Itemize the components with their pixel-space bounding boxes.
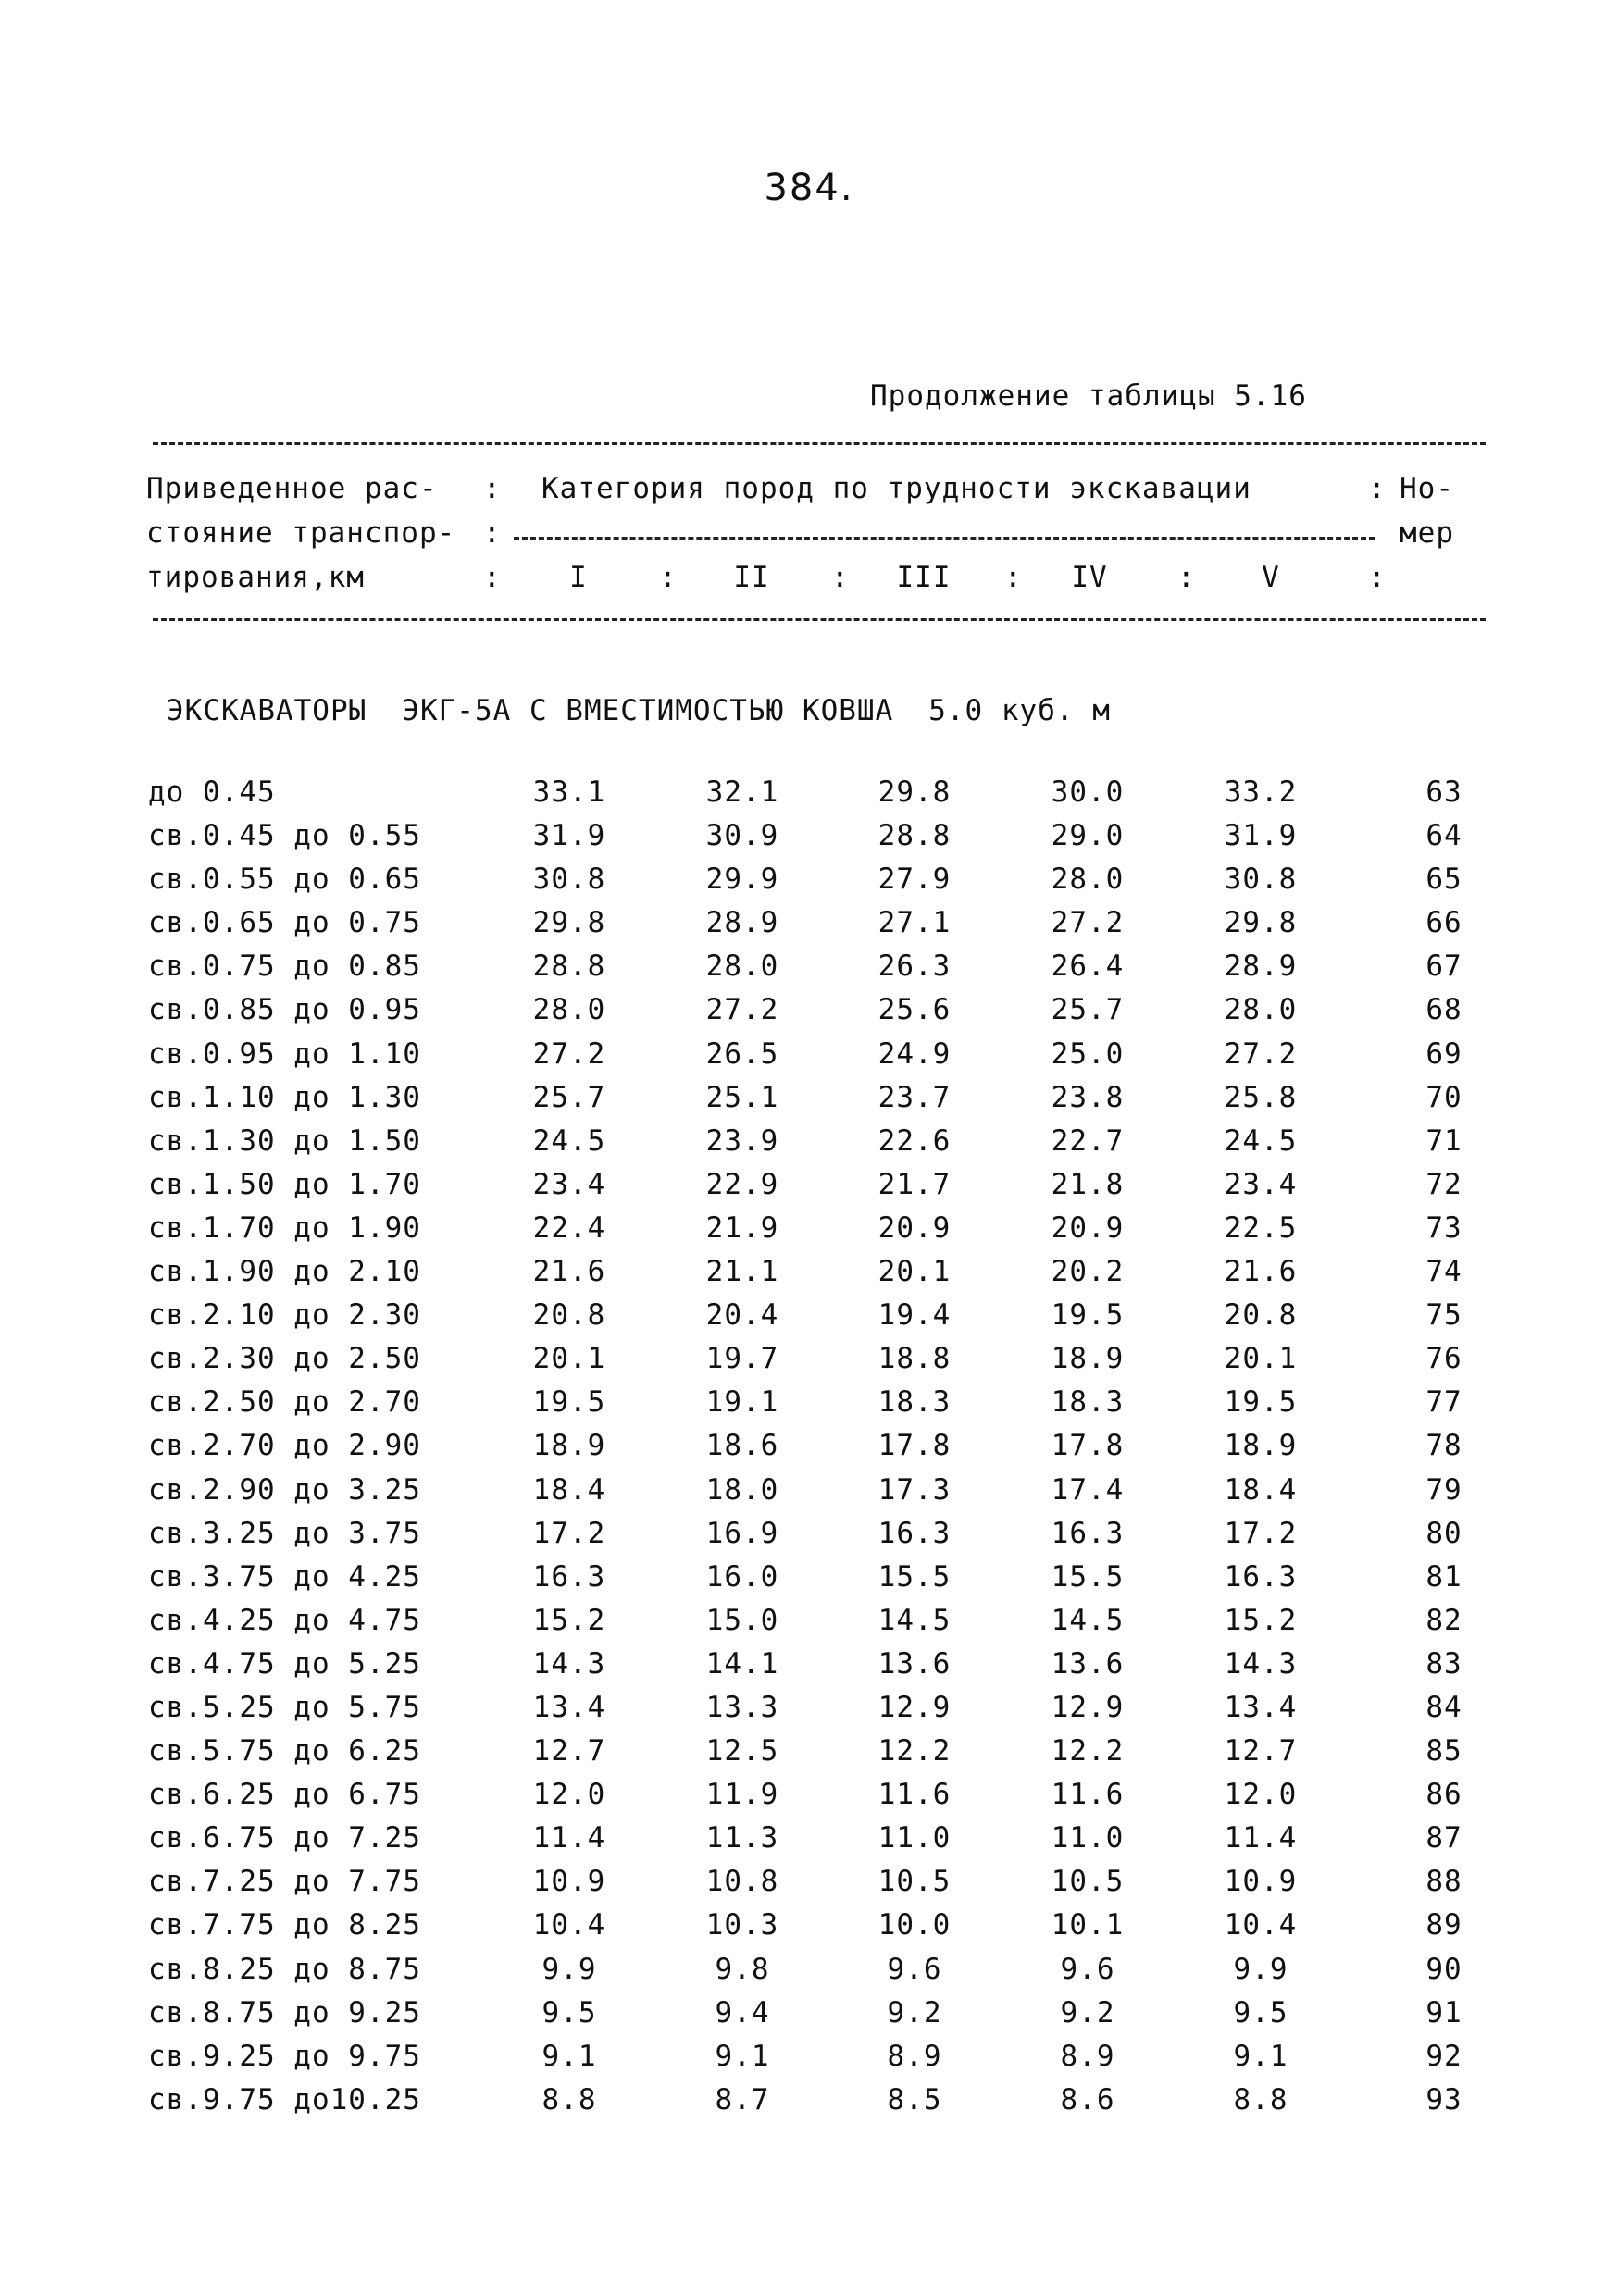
value-cell-category-5: 33.2	[1224, 776, 1298, 809]
table-row	[0, 1865, 1618, 1908]
table-row	[0, 1081, 1618, 1124]
value-cell-category-3: 14.5	[877, 1603, 952, 1637]
value-cell-category-4: 17.8	[1051, 1429, 1125, 1463]
value-cell-category-2: 26.5	[705, 1036, 779, 1071]
value-cell-category-4: 8.9	[1060, 2039, 1115, 2073]
category-IV-header: IV	[1071, 561, 1108, 594]
value-cell-category-5: 28.9	[1224, 949, 1298, 984]
value-cell-category-2: 21.1	[705, 1255, 779, 1289]
value-cell-category-5: 17.2	[1224, 1516, 1298, 1550]
table-row	[0, 949, 1618, 993]
distance-cell: св.8.75 до 9.25	[148, 1995, 421, 2029]
distance-cell: св.6.75 до 7.25	[148, 1821, 421, 1855]
value-cell-category-4: 28.0	[1051, 863, 1125, 897]
distance-cell: св.7.25 до 7.75	[148, 1865, 421, 1899]
table-caption: Продолжение таблицы 5.16	[870, 379, 1307, 413]
value-cell-category-4: 16.3	[1051, 1516, 1125, 1550]
distance-cell: св.5.75 до 6.25	[148, 1734, 421, 1769]
value-cell-category-5: 13.4	[1224, 1690, 1298, 1724]
distance-cell: св.4.25 до 4.75	[148, 1603, 421, 1637]
value-cell-category-5: 18.9	[1224, 1429, 1298, 1463]
row-number-cell: 64	[1425, 819, 1462, 853]
value-cell-category-4: 26.4	[1051, 949, 1125, 984]
value-cell-category-1: 23.4	[532, 1167, 606, 1201]
value-cell-category-5: 11.4	[1224, 1821, 1298, 1855]
distance-cell: св.2.50 до 2.70	[148, 1385, 421, 1420]
value-cell-category-3: 29.8	[877, 776, 952, 809]
value-cell-category-3: 21.7	[877, 1167, 952, 1201]
row-number-cell: 89	[1425, 1908, 1462, 1942]
row-number-cell: 82	[1425, 1603, 1462, 1637]
section-machine: ЭКСКАВАТОРЫ	[167, 694, 367, 727]
distance-cell: св.0.65 до 0.75	[148, 906, 421, 940]
value-cell-category-3: 10.0	[877, 1908, 952, 1942]
table-row	[0, 2083, 1618, 2127]
value-cell-category-3: 27.1	[877, 906, 952, 940]
value-cell-category-3: 28.8	[877, 819, 952, 853]
table-row	[0, 1168, 1618, 1211]
value-cell-category-5: 27.2	[1224, 1036, 1298, 1071]
value-cell-category-1: 28.8	[532, 949, 606, 984]
value-cell-category-5: 10.9	[1224, 1865, 1298, 1899]
value-cell-category-4: 8.6	[1060, 2082, 1115, 2116]
value-cell-category-3: 22.6	[877, 1123, 952, 1158]
value-cell-category-5: 22.5	[1224, 1210, 1298, 1245]
value-cell-category-2: 19.7	[705, 1342, 779, 1376]
distance-cell: св.9.75 до10.25	[148, 2082, 421, 2116]
value-cell-category-5: 25.8	[1224, 1080, 1298, 1114]
header-separator: :	[483, 561, 502, 594]
value-cell-category-2: 28.9	[705, 906, 779, 940]
value-cell-category-2: 16.9	[705, 1516, 779, 1550]
row-number-cell: 66	[1425, 906, 1462, 940]
distance-cell: св.0.85 до 0.95	[148, 993, 421, 1027]
value-cell-category-2: 18.6	[705, 1429, 779, 1463]
header-separator: :	[483, 516, 502, 550]
value-cell-category-4: 20.2	[1051, 1255, 1125, 1289]
row-number-cell: 74	[1425, 1255, 1462, 1289]
value-cell-category-5: 30.8	[1224, 863, 1298, 897]
value-cell-category-3: 18.8	[877, 1342, 952, 1376]
table-row	[0, 1778, 1618, 1821]
value-cell-category-3: 20.9	[877, 1210, 952, 1245]
value-cell-category-5: 10.4	[1224, 1908, 1298, 1942]
header-separator: :	[1004, 561, 1023, 594]
value-cell-category-1: 13.4	[532, 1690, 606, 1724]
value-cell-category-2: 27.2	[705, 993, 779, 1027]
table-row	[0, 906, 1618, 949]
header-separator: :	[483, 472, 502, 505]
value-cell-category-2: 12.5	[705, 1734, 779, 1769]
value-cell-category-4: 13.6	[1051, 1646, 1125, 1681]
value-cell-category-4: 25.0	[1051, 1036, 1125, 1071]
value-cell-category-5: 29.8	[1224, 906, 1298, 940]
value-cell-category-2: 29.9	[705, 863, 779, 897]
value-cell-category-1: 8.8	[541, 2082, 597, 2116]
category-I-header: I	[569, 561, 588, 594]
value-cell-category-3: 23.7	[877, 1080, 952, 1114]
value-cell-category-3: 11.0	[877, 1821, 952, 1855]
table-row	[0, 1517, 1618, 1560]
value-cell-category-2: 22.9	[705, 1167, 779, 1201]
section-title	[167, 694, 1146, 727]
row-number-cell: 86	[1425, 1778, 1462, 1812]
value-cell-category-5: 19.5	[1224, 1385, 1298, 1420]
value-cell-category-2: 18.0	[705, 1472, 779, 1507]
page-number: 384.	[764, 167, 854, 209]
table-row	[0, 819, 1618, 863]
value-cell-category-5: 14.3	[1224, 1646, 1298, 1681]
row-number-cell: 71	[1425, 1123, 1462, 1158]
value-cell-category-2: 16.0	[705, 1559, 779, 1594]
table-row	[0, 1691, 1618, 1734]
value-cell-category-3: 20.1	[877, 1255, 952, 1289]
distance-cell: св.1.10 до 1.30	[148, 1080, 421, 1114]
value-cell-category-1: 31.9	[532, 819, 606, 853]
category-II-header: II	[733, 561, 770, 594]
value-cell-category-1: 24.5	[532, 1123, 606, 1158]
value-cell-category-3: 19.4	[877, 1298, 952, 1333]
category-header: Категория пород по трудности экскавации	[541, 472, 1251, 505]
table-row	[0, 1908, 1618, 1952]
distance-cell: св.7.75 до 8.25	[148, 1908, 421, 1942]
value-cell-category-2: 15.0	[705, 1603, 779, 1637]
distance-cell: св.0.75 до 0.85	[148, 949, 421, 984]
table-row	[0, 1473, 1618, 1517]
row-number-cell: 83	[1425, 1646, 1462, 1681]
value-cell-category-2: 19.1	[705, 1385, 779, 1420]
value-cell-category-2: 14.1	[705, 1646, 779, 1681]
table-row	[0, 1429, 1618, 1472]
value-cell-category-3: 17.3	[877, 1472, 952, 1507]
value-cell-category-3: 9.6	[887, 1952, 942, 1986]
row-number-cell: 85	[1425, 1734, 1462, 1769]
value-cell-category-1: 15.2	[532, 1603, 606, 1637]
distance-cell: св.1.90 до 2.10	[148, 1255, 421, 1289]
value-cell-category-5: 28.0	[1224, 993, 1298, 1027]
value-cell-category-1: 28.0	[532, 993, 606, 1027]
distance-cell: св.2.30 до 2.50	[148, 1342, 421, 1376]
distance-cell: св.2.10 до 2.30	[148, 1298, 421, 1333]
value-cell-category-1: 9.1	[541, 2039, 597, 2073]
distance-header-line-3: тирования,км	[146, 561, 365, 594]
value-cell-category-4: 18.3	[1051, 1385, 1125, 1420]
value-cell-category-2: 11.3	[705, 1821, 779, 1855]
table-row	[0, 1647, 1618, 1691]
value-cell-category-1: 11.4	[532, 1821, 606, 1855]
value-cell-category-4: 21.8	[1051, 1167, 1125, 1201]
distance-cell: св.2.90 до 3.25	[148, 1472, 421, 1507]
value-cell-category-5: 31.9	[1224, 819, 1298, 853]
value-cell-category-1: 20.8	[532, 1298, 606, 1333]
table-row	[0, 993, 1618, 1036]
value-cell-category-3: 17.8	[877, 1429, 952, 1463]
row-number-cell: 88	[1425, 1865, 1462, 1899]
table-row	[0, 776, 1618, 819]
value-cell-category-3: 8.9	[887, 2039, 942, 2073]
row-number-cell: 81	[1425, 1559, 1462, 1594]
value-cell-category-1: 12.0	[532, 1778, 606, 1812]
value-cell-category-4: 29.0	[1051, 819, 1125, 853]
value-cell-category-2: 30.9	[705, 819, 779, 853]
value-cell-category-2: 9.4	[715, 1995, 770, 2029]
row-number-cell: 63	[1425, 776, 1462, 809]
table-row	[0, 1298, 1618, 1342]
table-row	[0, 1385, 1618, 1429]
table-row	[0, 1953, 1618, 1996]
value-cell-category-1: 33.1	[532, 776, 606, 809]
value-cell-category-5: 24.5	[1224, 1123, 1298, 1158]
table-row	[0, 1255, 1618, 1298]
row-number-cell: 69	[1425, 1036, 1462, 1071]
header-separator: :	[1368, 561, 1387, 594]
value-cell-category-1: 19.5	[532, 1385, 606, 1420]
value-cell-category-2: 9.8	[715, 1952, 770, 1986]
table-row	[0, 1821, 1618, 1865]
value-cell-category-1: 30.8	[532, 863, 606, 897]
value-cell-category-1: 18.4	[532, 1472, 606, 1507]
value-cell-category-4: 12.9	[1051, 1690, 1125, 1724]
value-cell-category-5: 9.5	[1233, 1995, 1288, 2029]
distance-header-line-1: Приведенное рас-	[146, 472, 438, 505]
value-cell-category-3: 26.3	[877, 949, 952, 984]
distance-header-line-2: стояние транспор-	[146, 516, 456, 550]
category-III-header: III	[896, 561, 952, 594]
value-cell-category-3: 16.3	[877, 1516, 952, 1550]
value-cell-category-5: 21.6	[1224, 1255, 1298, 1289]
value-cell-category-4: 11.6	[1051, 1778, 1125, 1812]
value-cell-category-3: 11.6	[877, 1778, 952, 1812]
value-cell-category-2: 20.4	[705, 1298, 779, 1333]
value-cell-category-2: 10.8	[705, 1865, 779, 1899]
table-row	[0, 1124, 1618, 1168]
value-cell-category-3: 27.9	[877, 863, 952, 897]
value-cell-category-2: 13.3	[705, 1690, 779, 1724]
row-number-cell: 67	[1425, 949, 1462, 984]
row-number-cell: 84	[1425, 1690, 1462, 1724]
header-bottom-dashed-rule	[153, 618, 1486, 621]
value-cell-category-5: 9.9	[1233, 1952, 1288, 1986]
value-cell-category-4: 9.2	[1060, 1995, 1115, 2029]
value-cell-category-2: 21.9	[705, 1210, 779, 1245]
row-number-cell: 92	[1425, 2039, 1462, 2073]
value-cell-category-1: 27.2	[532, 1036, 606, 1071]
value-cell-category-1: 25.7	[532, 1080, 606, 1114]
value-cell-category-1: 9.5	[541, 1995, 597, 2029]
distance-cell: св.4.75 до 5.25	[148, 1646, 421, 1681]
row-number-cell: 72	[1425, 1167, 1462, 1201]
row-number-cell: 76	[1425, 1342, 1462, 1376]
value-cell-category-1: 14.3	[532, 1646, 606, 1681]
header-separator: :	[831, 561, 850, 594]
value-cell-category-1: 10.9	[532, 1865, 606, 1899]
value-cell-category-5: 12.0	[1224, 1778, 1298, 1812]
category-V-header: V	[1262, 561, 1280, 594]
value-cell-category-3: 10.5	[877, 1865, 952, 1899]
value-cell-category-4: 17.4	[1051, 1472, 1125, 1507]
distance-cell: св.2.70 до 2.90	[148, 1429, 421, 1463]
category-sub-rule	[514, 537, 1375, 540]
distance-cell: св.1.50 до 1.70	[148, 1167, 421, 1201]
table-row	[0, 1342, 1618, 1385]
header-separator: :	[1177, 561, 1196, 594]
value-cell-category-2: 28.0	[705, 949, 779, 984]
table-row	[0, 1560, 1618, 1604]
number-header-line-2: мер	[1400, 516, 1454, 550]
row-number-cell: 87	[1425, 1821, 1462, 1855]
value-cell-category-1: 22.4	[532, 1210, 606, 1245]
table-row	[0, 1211, 1618, 1255]
value-cell-category-2: 25.1	[705, 1080, 779, 1114]
value-cell-category-2: 8.7	[715, 2082, 770, 2116]
value-cell-category-5: 12.7	[1224, 1734, 1298, 1769]
value-cell-category-4: 9.6	[1060, 1952, 1115, 1986]
value-cell-category-4: 18.9	[1051, 1342, 1125, 1376]
value-cell-category-3: 13.6	[877, 1646, 952, 1681]
value-cell-category-4: 30.0	[1051, 776, 1125, 809]
distance-cell: св.1.30 до 1.50	[148, 1123, 421, 1158]
row-number-cell: 93	[1425, 2082, 1462, 2116]
value-cell-category-4: 25.7	[1051, 993, 1125, 1027]
value-cell-category-5: 20.8	[1224, 1298, 1298, 1333]
value-cell-category-3: 24.9	[877, 1036, 952, 1071]
value-cell-category-3: 15.5	[877, 1559, 952, 1594]
section-model: ЭКГ-5А С ВМЕСТИМОСТЬЮ КОВША	[402, 694, 894, 727]
table-row	[0, 1996, 1618, 2040]
value-cell-category-3: 12.9	[877, 1690, 952, 1724]
value-cell-category-4: 27.2	[1051, 906, 1125, 940]
header-separator: :	[659, 561, 678, 594]
top-dashed-rule	[153, 442, 1486, 445]
value-cell-category-2: 10.3	[705, 1908, 779, 1942]
table-row	[0, 863, 1618, 906]
value-cell-category-5: 15.2	[1224, 1603, 1298, 1637]
number-header-line-1: Но-	[1400, 472, 1454, 505]
table-row	[0, 1037, 1618, 1081]
distance-cell: св.1.70 до 1.90	[148, 1210, 421, 1245]
row-number-cell: 90	[1425, 1952, 1462, 1986]
value-cell-category-1: 29.8	[532, 906, 606, 940]
distance-cell: св.0.95 до 1.10	[148, 1036, 421, 1071]
row-number-cell: 91	[1425, 1995, 1462, 2029]
value-cell-category-4: 22.7	[1051, 1123, 1125, 1158]
row-number-cell: 75	[1425, 1298, 1462, 1333]
row-number-cell: 77	[1425, 1385, 1462, 1420]
table-row	[0, 1604, 1618, 1647]
value-cell-category-1: 18.9	[532, 1429, 606, 1463]
value-cell-category-4: 10.5	[1051, 1865, 1125, 1899]
value-cell-category-1: 12.7	[532, 1734, 606, 1769]
row-number-cell: 80	[1425, 1516, 1462, 1550]
distance-cell: до 0.45	[148, 776, 276, 809]
distance-cell: св.6.25 до 6.75	[148, 1778, 421, 1812]
table-row	[0, 2040, 1618, 2083]
value-cell-category-5: 23.4	[1224, 1167, 1298, 1201]
value-cell-category-4: 10.1	[1051, 1908, 1125, 1942]
distance-cell: св.0.45 до 0.55	[148, 819, 421, 853]
distance-cell: св.3.75 до 4.25	[148, 1559, 421, 1594]
value-cell-category-5: 8.8	[1233, 2082, 1288, 2116]
distance-cell: св.5.25 до 5.75	[148, 1690, 421, 1724]
row-number-cell: 68	[1425, 993, 1462, 1027]
value-cell-category-1: 21.6	[532, 1255, 606, 1289]
value-cell-category-2: 9.1	[715, 2039, 770, 2073]
value-cell-category-1: 17.2	[532, 1516, 606, 1550]
header-separator: :	[1368, 472, 1387, 505]
value-cell-category-2: 11.9	[705, 1778, 779, 1812]
distance-cell: св.0.55 до 0.65	[148, 863, 421, 897]
row-number-cell: 73	[1425, 1210, 1462, 1245]
value-cell-category-4: 23.8	[1051, 1080, 1125, 1114]
value-cell-category-4: 11.0	[1051, 1821, 1125, 1855]
value-cell-category-2: 32.1	[705, 776, 779, 809]
row-number-cell: 70	[1425, 1080, 1462, 1114]
row-number-cell: 79	[1425, 1472, 1462, 1507]
distance-cell: св.9.25 до 9.75	[148, 2039, 421, 2073]
value-cell-category-1: 10.4	[532, 1908, 606, 1942]
value-cell-category-5: 20.1	[1224, 1342, 1298, 1376]
row-number-cell: 78	[1425, 1429, 1462, 1463]
value-cell-category-4: 12.2	[1051, 1734, 1125, 1769]
value-cell-category-5: 9.1	[1233, 2039, 1288, 2073]
value-cell-category-3: 12.2	[877, 1734, 952, 1769]
value-cell-category-4: 19.5	[1051, 1298, 1125, 1333]
distance-cell: св.3.25 до 3.75	[148, 1516, 421, 1550]
value-cell-category-3: 9.2	[887, 1995, 942, 2029]
value-cell-category-4: 15.5	[1051, 1559, 1125, 1594]
distance-cell: св.8.25 до 8.75	[148, 1952, 421, 1986]
value-cell-category-4: 14.5	[1051, 1603, 1125, 1637]
value-cell-category-1: 20.1	[532, 1342, 606, 1376]
value-cell-category-5: 18.4	[1224, 1472, 1298, 1507]
table-row	[0, 1734, 1618, 1778]
value-cell-category-5: 16.3	[1224, 1559, 1298, 1594]
section-capacity: 5.0 куб. м	[928, 694, 1111, 727]
value-cell-category-1: 9.9	[541, 1952, 597, 1986]
row-number-cell: 65	[1425, 863, 1462, 897]
value-cell-category-3: 8.5	[887, 2082, 942, 2116]
value-cell-category-4: 20.9	[1051, 1210, 1125, 1245]
value-cell-category-3: 18.3	[877, 1385, 952, 1420]
value-cell-category-3: 25.6	[877, 993, 952, 1027]
data-table-body	[0, 776, 1618, 2127]
value-cell-category-1: 16.3	[532, 1559, 606, 1594]
value-cell-category-2: 23.9	[705, 1123, 779, 1158]
